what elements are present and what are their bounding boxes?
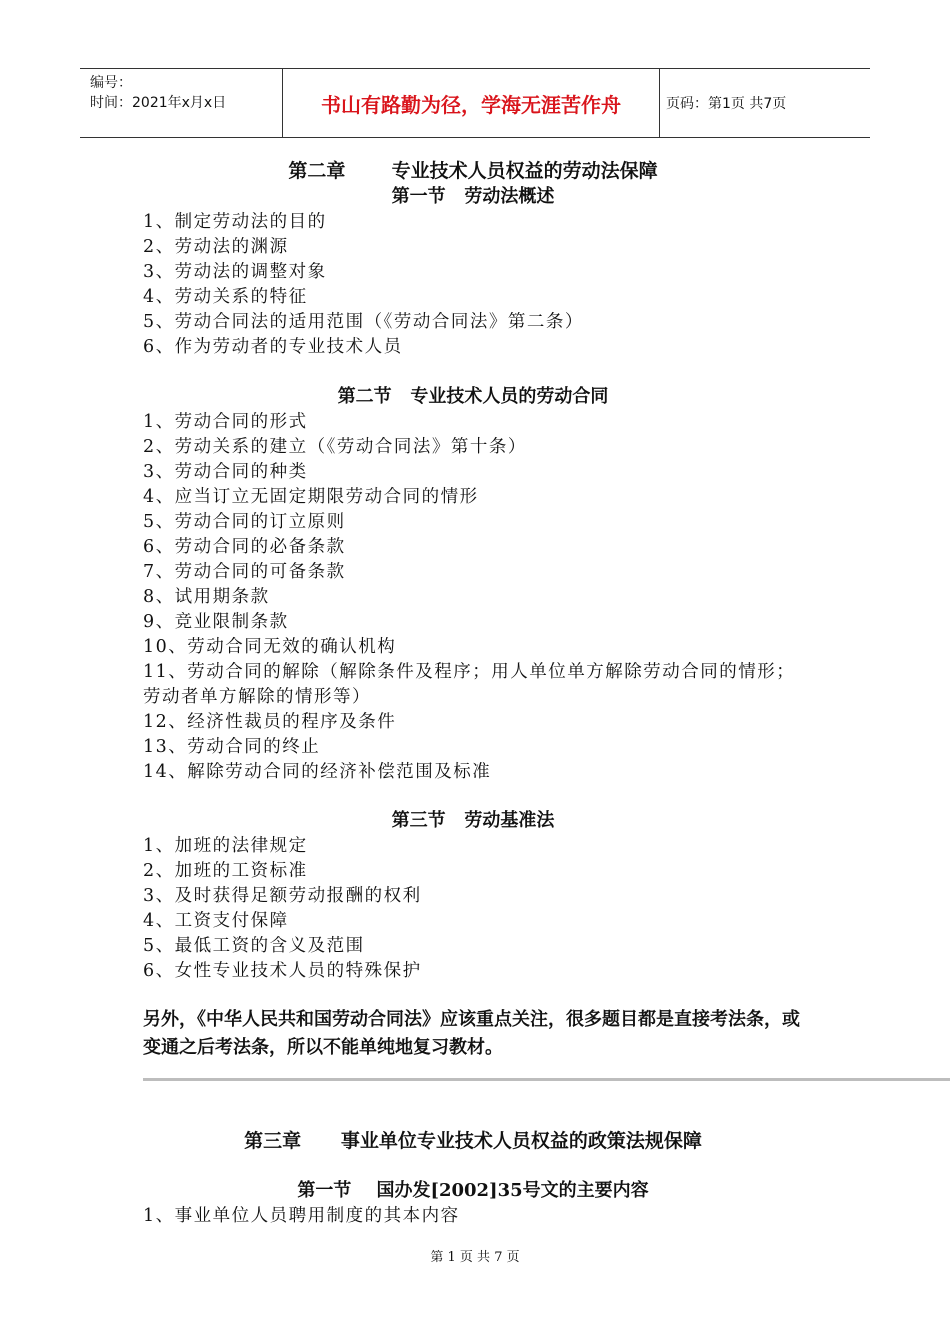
list-item: 10、劳动合同无效的确认机构	[143, 637, 397, 657]
list-item: 7、劳动合同的可备条款	[143, 562, 346, 582]
list-item: 1、加班的法律规定	[143, 836, 308, 856]
list-item: 5、最低工资的含义及范围	[143, 936, 365, 956]
list-item: 14、解除劳动合同的经济补偿范围及标准	[143, 762, 492, 782]
list-item: 12、经济性裁员的程序及条件	[143, 712, 397, 732]
list-item: 4、劳动关系的特征	[143, 287, 308, 307]
list-item: 3、及时获得足额劳动报酬的权利	[143, 886, 422, 906]
section-1	[143, 184, 803, 360]
section-2	[143, 384, 803, 785]
list-item: 6、女性专业技术人员的特殊保护	[143, 961, 422, 981]
list-item: 9、竞业限制条款	[143, 612, 289, 632]
list-item: 6、劳动合同的必备条款	[143, 537, 346, 557]
list-item: 6、作为劳动者的专业技术人员	[143, 337, 403, 357]
list-item: 11、劳动合同的解除（解除条件及程序；用人单位单方解除劳动合同的情形；劳动者单方解除的情形等）	[143, 662, 796, 707]
list-item: 1、制定劳动法的目的	[143, 212, 327, 232]
document-number-label: 编号：	[90, 75, 132, 91]
list-item: 8、试用期条款	[143, 587, 270, 607]
list-item: 13、劳动合同的终止	[143, 737, 321, 757]
list-item: 4、应当订立无固定期限劳动合同的情形	[143, 487, 479, 507]
list-item: 5、劳动合同的订立原则	[143, 512, 346, 532]
list-item: 1、事业单位人员聘用制度的其本内容	[143, 1206, 460, 1226]
chapter-2-title: 第二章 专业技术人员权益的劳动法保障	[288, 160, 658, 182]
section-1-title: 第一节 劳动法概述	[391, 186, 555, 207]
document-header	[80, 68, 870, 138]
chapter-3-section-title: 第一节 国办发[2002]35号文的主要内容	[297, 1180, 649, 1201]
list-item: 3、劳动合同的种类	[143, 462, 308, 482]
divider	[143, 1078, 950, 1081]
list-item: 3、劳动法的调整对象	[143, 262, 327, 282]
list-item: 2、劳动法的渊源	[143, 237, 289, 257]
section-2-title: 第二节 专业技术人员的劳动合同	[337, 386, 609, 407]
header-motto: 书山有路勤为径，学海无涯苦作舟	[282, 69, 660, 137]
chapter-3-title: 第三章 事业单位专业技术人员权益的政策法规保障	[244, 1130, 702, 1152]
list-item: 2、加班的工资标准	[143, 861, 308, 881]
header-meta	[80, 69, 282, 137]
section-3-title: 第三节 劳动基准法	[391, 810, 555, 831]
list-item: 1、劳动合同的形式	[143, 412, 308, 432]
section-3	[143, 808, 803, 984]
chapter-2	[143, 158, 803, 1062]
list-item: 5、劳动合同法的适用范围（《劳动合同法》第二条）	[143, 312, 584, 332]
list-item: 4、工资支付保障	[143, 911, 289, 931]
page-footer: 第 1 页 共 7 页	[430, 1250, 520, 1265]
study-note: 另外，《中华人民共和国劳动合同法》应该重点关注，很多题目都是直接考法条，或变通之后考法条，所以不能单纯地复习教材。	[143, 1009, 800, 1058]
chapter-3	[143, 1128, 803, 1229]
list-item: 2、劳动关系的建立（《劳动合同法》第十条）	[143, 437, 527, 457]
header-page-label: 页码：第1页 共7页	[666, 96, 787, 112]
document-time-label: 时间：2021年x月x日	[90, 95, 227, 111]
